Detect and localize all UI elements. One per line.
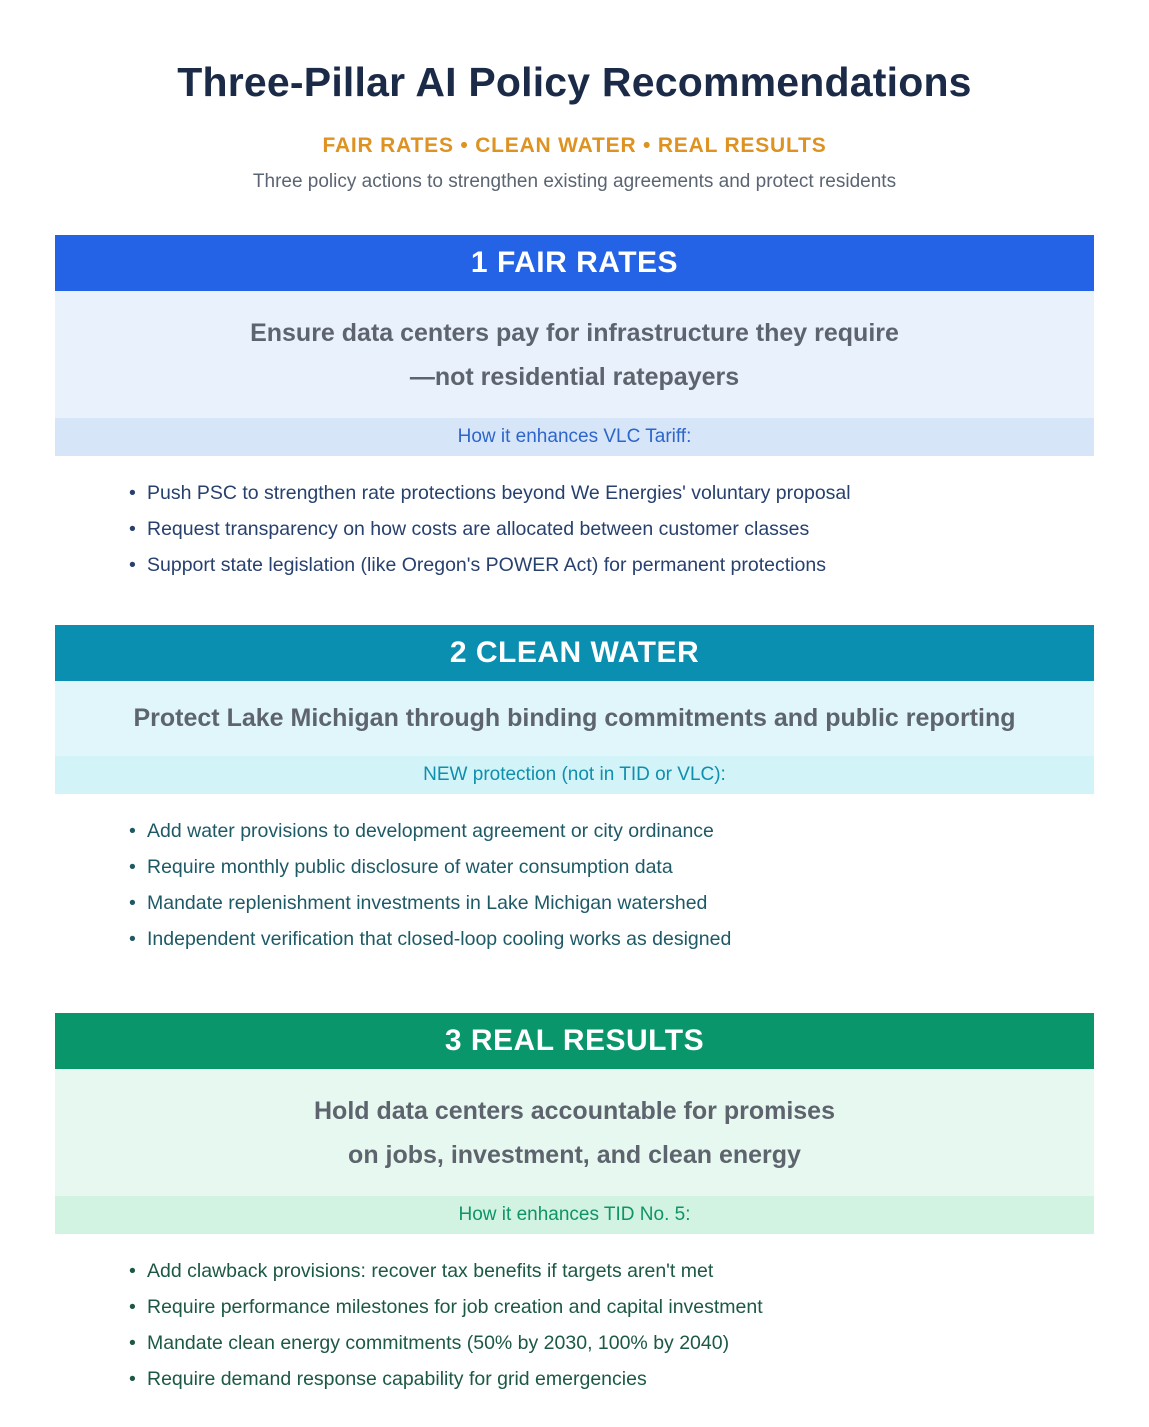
section-fair-rates-header: 1 FAIR RATES <box>55 235 1094 291</box>
bullet-item: • Require demand response capability for grid emergencies <box>147 1367 1074 1391</box>
document-header <box>0 0 1149 193</box>
bullet-item: • Require performance milestones for job creation and capital investment <box>147 1295 1074 1319</box>
section-fair-rates <box>55 235 1094 601</box>
bullet-item: • Request transparency on how costs are allocated between customer classes <box>147 517 1074 541</box>
section-real-results-strip-label: How it enhances TID No. 5: <box>55 1196 1094 1234</box>
section-real-results <box>55 1013 1094 1415</box>
pillar-sections <box>55 235 1094 1415</box>
bullet-item: • Add clawback provisions: recover tax benefits if targets aren't met <box>147 1259 1074 1283</box>
summary-line: —not residential ratepayers <box>409 363 740 392</box>
section-real-results-header: 3 REAL RESULTS <box>55 1013 1094 1069</box>
bullet-item: • Mandate replenishment investments in Lake Michigan watershed <box>147 891 1074 915</box>
bullet-item: • Push PSC to strengthen rate protections beyond We Energies' voluntary proposal <box>147 481 1074 505</box>
summary-line: Protect Lake Michigan through binding commitments and public reporting <box>133 704 1016 733</box>
section-fair-rates-bullet-list <box>55 456 1094 601</box>
bullet-item: • Support state legislation (like Oregon's POWER Act) for permanent protections <box>147 553 1074 577</box>
bullet-item: • Independent verification that closed-loop cooling works as designed <box>147 927 1074 951</box>
bullet-item: • Mandate clean energy commitments (50% by 2030, 100% by 2040) <box>147 1331 1074 1355</box>
section-clean-water <box>55 625 1094 975</box>
tagline: FAIR RATES • CLEAN WATER • REAL RESULTS <box>322 134 827 158</box>
summary-line: Hold data centers accountable for promises <box>314 1097 835 1126</box>
summary-line: Ensure data centers pay for infrastructure they require <box>250 319 899 348</box>
page-title: Three-Pillar AI Policy Recommendations <box>177 59 972 105</box>
section-clean-water-bullet-list <box>55 794 1094 975</box>
section-real-results-summary <box>55 1069 1094 1196</box>
section-fair-rates-strip-label: How it enhances VLC Tariff: <box>55 418 1094 456</box>
bullet-item: • Require monthly public disclosure of water consumption data <box>147 855 1074 879</box>
summary-line: on jobs, investment, and clean energy <box>348 1141 801 1170</box>
section-clean-water-summary <box>55 681 1094 756</box>
section-fair-rates-summary <box>55 291 1094 418</box>
section-real-results-bullet-list <box>55 1234 1094 1415</box>
bullet-item: • Add water provisions to development agreement or city ordinance <box>147 819 1074 843</box>
section-clean-water-strip-label: NEW protection (not in TID or VLC): <box>55 756 1094 794</box>
section-clean-water-header: 2 CLEAN WATER <box>55 625 1094 681</box>
subtitle: Three policy actions to strengthen existing agreements and protect residents <box>252 171 897 193</box>
